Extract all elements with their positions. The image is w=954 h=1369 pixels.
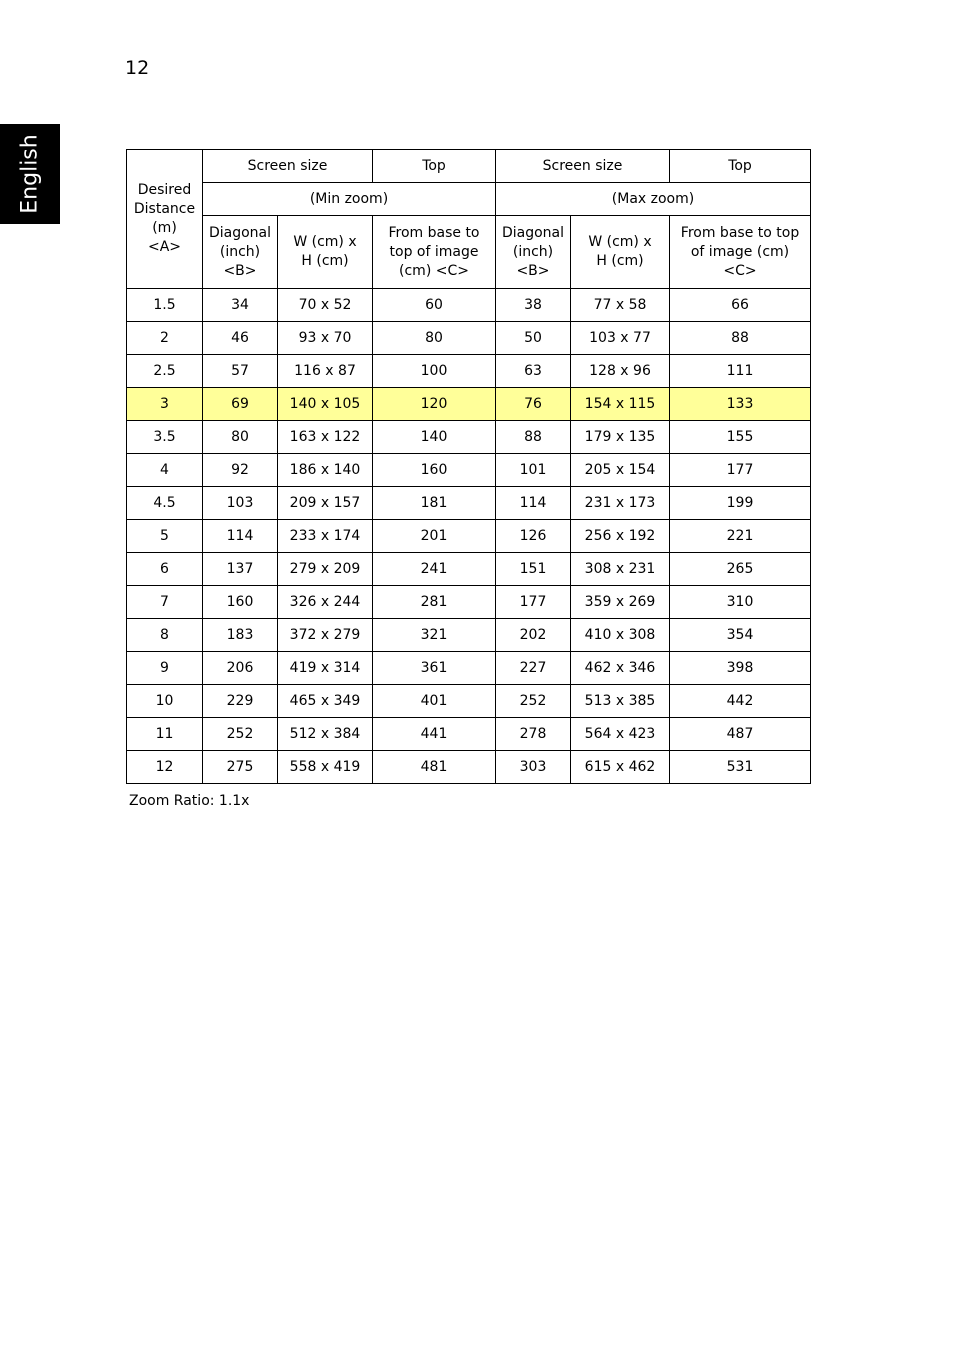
max-top-cell: 531: [670, 751, 811, 784]
distance-cell: 9: [127, 652, 203, 685]
max-diagonal-cell: 126: [496, 520, 571, 553]
header-line: Diagonal: [208, 224, 272, 241]
header-row-groups: [127, 150, 811, 183]
max-top-cell: 88: [670, 322, 811, 355]
header-line: From base to top: [680, 224, 800, 241]
table-row: [127, 652, 811, 685]
max-top-cell: 133: [670, 388, 811, 421]
table-body: [127, 150, 811, 784]
max-diagonal-header: [496, 216, 571, 289]
min-diagonal-cell: 80: [203, 421, 278, 454]
max-diagonal-cell: 278: [496, 718, 571, 751]
max-diagonal-cell: 227: [496, 652, 571, 685]
max-top-cell: 487: [670, 718, 811, 751]
max-wh-cell: 77 x 58: [571, 289, 670, 322]
table-row: [127, 553, 811, 586]
header-line: From base to: [388, 224, 480, 241]
min-top-cell: 80: [373, 322, 496, 355]
distance-cell: 2.5: [127, 355, 203, 388]
max-top-cell: 221: [670, 520, 811, 553]
min-diagonal-cell: 92: [203, 454, 278, 487]
min-wh-cell: 558 x 419: [278, 751, 373, 784]
min-wh-cell: 209 x 157: [278, 487, 373, 520]
table-row: [127, 487, 811, 520]
max-diagonal-cell: 50: [496, 322, 571, 355]
max-diagonal-cell: 114: [496, 487, 571, 520]
min-wh-cell: 140 x 105: [278, 388, 373, 421]
max-top-cell: 354: [670, 619, 811, 652]
max-top-cell: 155: [670, 421, 811, 454]
min-wh-cell: 279 x 209: [278, 553, 373, 586]
table-row: [127, 751, 811, 784]
min-wh-cell: 233 x 174: [278, 520, 373, 553]
table-row: [127, 718, 811, 751]
table-row: [127, 355, 811, 388]
table-row: [127, 322, 811, 355]
table-row: [127, 586, 811, 619]
distance-cell: 6: [127, 553, 203, 586]
table-row: [127, 520, 811, 553]
min-wh-cell: 419 x 314: [278, 652, 373, 685]
header-line: top of image: [389, 243, 479, 260]
min-top-cell: 100: [373, 355, 496, 388]
max-diagonal-cell: 151: [496, 553, 571, 586]
max-top-cell: 199: [670, 487, 811, 520]
header-line: <B>: [516, 262, 550, 279]
language-side-tab-label: English: [17, 134, 43, 214]
min-diagonal-cell: 57: [203, 355, 278, 388]
max-wh-cell: 615 x 462: [571, 751, 670, 784]
table-row: [127, 289, 811, 322]
max-top-cell: 398: [670, 652, 811, 685]
table-row: [127, 685, 811, 718]
min-diagonal-cell: 229: [203, 685, 278, 718]
max-wh-cell: 205 x 154: [571, 454, 670, 487]
max-wh-cell: 308 x 231: [571, 553, 670, 586]
min-diagonal-cell: 252: [203, 718, 278, 751]
max-top-cell: 310: [670, 586, 811, 619]
distance-cell: 1.5: [127, 289, 203, 322]
max-wh-cell: 154 x 115: [571, 388, 670, 421]
distance-cell: 7: [127, 586, 203, 619]
min-top-cell: 60: [373, 289, 496, 322]
min-wh-cell: 186 x 140: [278, 454, 373, 487]
max-top-cell: 265: [670, 553, 811, 586]
min-top-cell: 201: [373, 520, 496, 553]
max-diagonal-cell: 76: [496, 388, 571, 421]
min-wh-cell: 512 x 384: [278, 718, 373, 751]
max-top-cell: 442: [670, 685, 811, 718]
max-diagonal-cell: 303: [496, 751, 571, 784]
min-wh-cell: 116 x 87: [278, 355, 373, 388]
language-side-tab: [0, 124, 60, 224]
max-top-cell: 111: [670, 355, 811, 388]
min-wh-cell: 372 x 279: [278, 619, 373, 652]
max-wh-cell: 231 x 173: [571, 487, 670, 520]
table-row: [127, 619, 811, 652]
header-line: W (cm) x: [293, 234, 357, 250]
max-wh-cell: 128 x 96: [571, 355, 670, 388]
header-line: (m): [152, 220, 177, 236]
max-diagonal-cell: 63: [496, 355, 571, 388]
header-line: (inch): [219, 243, 261, 260]
min-wh-cell: 465 x 349: [278, 685, 373, 718]
min-wh-cell: 326 x 244: [278, 586, 373, 619]
max-wh-cell: 103 x 77: [571, 322, 670, 355]
max-wh-cell: 513 x 385: [571, 685, 670, 718]
max-diagonal-cell: 177: [496, 586, 571, 619]
min-top-cell: 481: [373, 751, 496, 784]
min-diagonal-cell: 206: [203, 652, 278, 685]
max-zoom-header: (Max zoom): [496, 183, 811, 216]
max-wh-cell: 256 x 192: [571, 520, 670, 553]
min-diagonal-cell: 275: [203, 751, 278, 784]
distance-cell: 8: [127, 619, 203, 652]
max-diagonal-cell: 88: [496, 421, 571, 454]
min-diagonal-cell: 103: [203, 487, 278, 520]
max-diagonal-cell: 38: [496, 289, 571, 322]
header-line: (cm) <C>: [399, 262, 469, 279]
page-number: 12: [125, 57, 150, 79]
min-top-header: Top: [373, 150, 496, 183]
header-line: <B>: [223, 262, 257, 279]
table-row: [127, 388, 811, 421]
distance-cell: 12: [127, 751, 203, 784]
max-top-header: Top: [670, 150, 811, 183]
max-wh-cell: 564 x 423: [571, 718, 670, 751]
header-row-columns: [127, 216, 811, 289]
max-top-cell: 177: [670, 454, 811, 487]
table-row: [127, 421, 811, 454]
distance-cell: 2: [127, 322, 203, 355]
distance-cell: 11: [127, 718, 203, 751]
min-top-cell: 361: [373, 652, 496, 685]
distance-cell: 4: [127, 454, 203, 487]
projection-distance-table: [126, 149, 811, 784]
header-line: H (cm): [301, 253, 349, 269]
max-wh-cell: 462 x 346: [571, 652, 670, 685]
max-top-detail-header: [670, 216, 811, 289]
min-top-cell: 181: [373, 487, 496, 520]
min-zoom-header: (Min zoom): [203, 183, 496, 216]
header-line: (inch): [512, 243, 554, 260]
min-diagonal-cell: 46: [203, 322, 278, 355]
min-wh-cell: 70 x 52: [278, 289, 373, 322]
min-top-cell: 120: [373, 388, 496, 421]
min-diagonal-header: [203, 216, 278, 289]
max-diagonal-cell: 202: [496, 619, 571, 652]
max-wh-cell: 179 x 135: [571, 421, 670, 454]
table-row: [127, 454, 811, 487]
distance-cell: 5: [127, 520, 203, 553]
header-line: W (cm) x: [588, 234, 652, 250]
header-line: of image (cm): [690, 243, 790, 260]
desired-distance-header: [127, 150, 203, 289]
min-top-cell: 321: [373, 619, 496, 652]
min-top-cell: 401: [373, 685, 496, 718]
min-diagonal-cell: 34: [203, 289, 278, 322]
header-row-zoom: [127, 183, 811, 216]
header-line: <A>: [147, 239, 182, 255]
min-wh-cell: 93 x 70: [278, 322, 373, 355]
max-wh-cell: 359 x 269: [571, 586, 670, 619]
max-diagonal-cell: 252: [496, 685, 571, 718]
distance-cell: 3.5: [127, 421, 203, 454]
min-diagonal-cell: 160: [203, 586, 278, 619]
min-diagonal-cell: 69: [203, 388, 278, 421]
min-top-cell: 140: [373, 421, 496, 454]
min-top-detail-header: [373, 216, 496, 289]
header-line: H (cm): [596, 253, 644, 269]
max-wh-cell: 410 x 308: [571, 619, 670, 652]
distance-cell: 4.5: [127, 487, 203, 520]
min-screen-size-header: Screen size: [203, 150, 373, 183]
header-line: <C>: [723, 262, 757, 279]
header-line: Desired: [137, 182, 192, 198]
min-top-cell: 241: [373, 553, 496, 586]
min-top-cell: 441: [373, 718, 496, 751]
distance-cell: 10: [127, 685, 203, 718]
min-diagonal-cell: 114: [203, 520, 278, 553]
max-top-cell: 66: [670, 289, 811, 322]
max-diagonal-cell: 101: [496, 454, 571, 487]
min-top-cell: 281: [373, 586, 496, 619]
min-diagonal-cell: 183: [203, 619, 278, 652]
max-screen-size-header: Screen size: [496, 150, 670, 183]
zoom-ratio-note: Zoom Ratio: 1.1x: [129, 793, 250, 809]
min-wh-cell: 163 x 122: [278, 421, 373, 454]
min-wh-header: [278, 216, 373, 289]
min-top-cell: 160: [373, 454, 496, 487]
min-diagonal-cell: 137: [203, 553, 278, 586]
distance-cell: 3: [127, 388, 203, 421]
max-wh-header: [571, 216, 670, 289]
header-line: Distance: [133, 201, 196, 217]
header-line: Diagonal: [501, 224, 565, 241]
